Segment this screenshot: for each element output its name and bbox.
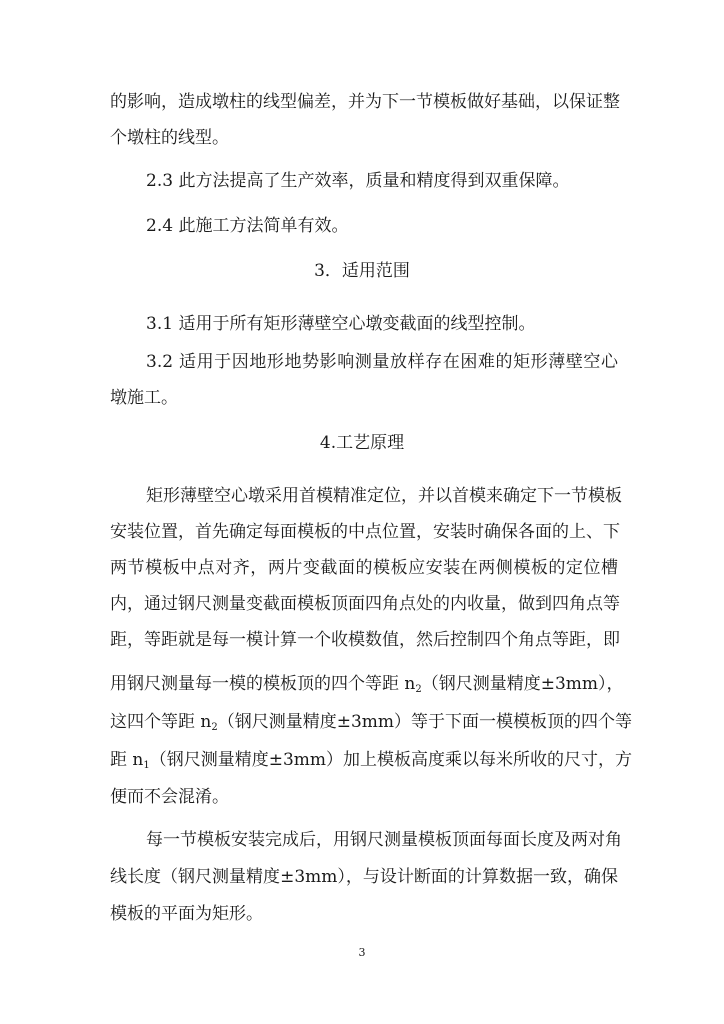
principle-line-7-text-b: （钢尺测量精度±3mm）等于下面一模模板顶的四个等	[217, 712, 633, 732]
page-number: 3	[358, 946, 366, 959]
principle-line-3: 两节模板中点对齐，两片变截面的模板应安装在两侧模板的定位槽	[110, 558, 618, 578]
principle-line-7	[110, 710, 633, 734]
check-line-1: 每一节模板安装完成后，用钢尺测量模板顶面每面长度及两对角	[146, 830, 622, 850]
intro-line-2: 个墩柱的线型。	[110, 128, 229, 148]
principle-line-6-text-b: （钢尺测量精度±3mm），	[421, 674, 624, 694]
section-heading-3: 3．适用范围	[314, 261, 410, 281]
principle-line-8-subscript: 1	[143, 760, 150, 771]
principle-line-9: 便而不会混淆。	[110, 787, 229, 807]
principle-line-5: 距，等距就是每一模计算一个收模数值，然后控制四个角点等距，即	[110, 630, 620, 650]
principle-line-2: 安装位置，首先确定每面模板的中点位置，安装时确保各面的上、下	[110, 522, 620, 542]
section-heading-4: 4.工艺原理	[319, 433, 405, 453]
principle-line-6-subscript: 2	[415, 684, 422, 695]
principle-line-6	[110, 672, 624, 696]
item-3-2-line-2: 墩施工。	[110, 388, 178, 408]
item-2-3: 2.3 此方法提高了生产效率，质量和精度得到双重保障。	[146, 171, 570, 191]
item-2-4: 2.4 此施工方法简单有效。	[146, 216, 349, 236]
principle-line-1: 矩形薄壁空心墩采用首模精准定位，并以首模来确定下一节模板	[146, 486, 622, 506]
check-line-2: 线长度（钢尺测量精度±3mm），与设计断面的计算数据一致，确保	[110, 867, 618, 887]
principle-line-8	[110, 748, 633, 772]
check-line-3: 模板的平面为矩形。	[110, 904, 263, 924]
principle-line-8-text-a: 距 n	[110, 750, 144, 770]
principle-line-7-text-a: 这四个等距 n	[110, 712, 212, 732]
item-3-1: 3.1 适用于所有矩形薄壁空心墩变截面的线型控制。	[146, 314, 536, 334]
principle-line-8-text-b: （钢尺测量精度±3mm）加上模板高度乘以每米所收的尺寸，方	[149, 750, 633, 770]
intro-line-1: 的影响，造成墩柱的线型偏差，并为下一节模板做好基础，以保证整	[110, 92, 620, 112]
item-3-2-line-1: 3.2 适用于因地形地势影响测量放样存在困难的矩形薄壁空心	[146, 352, 618, 372]
principle-line-4: 内，通过钢尺测量变截面模板顶面四角点处的内收量，做到四角点等	[110, 594, 620, 614]
principle-line-7-subscript: 2	[211, 722, 218, 733]
principle-line-6-text-a: 用钢尺测量每一模的模板顶的四个等距 n	[110, 674, 416, 694]
